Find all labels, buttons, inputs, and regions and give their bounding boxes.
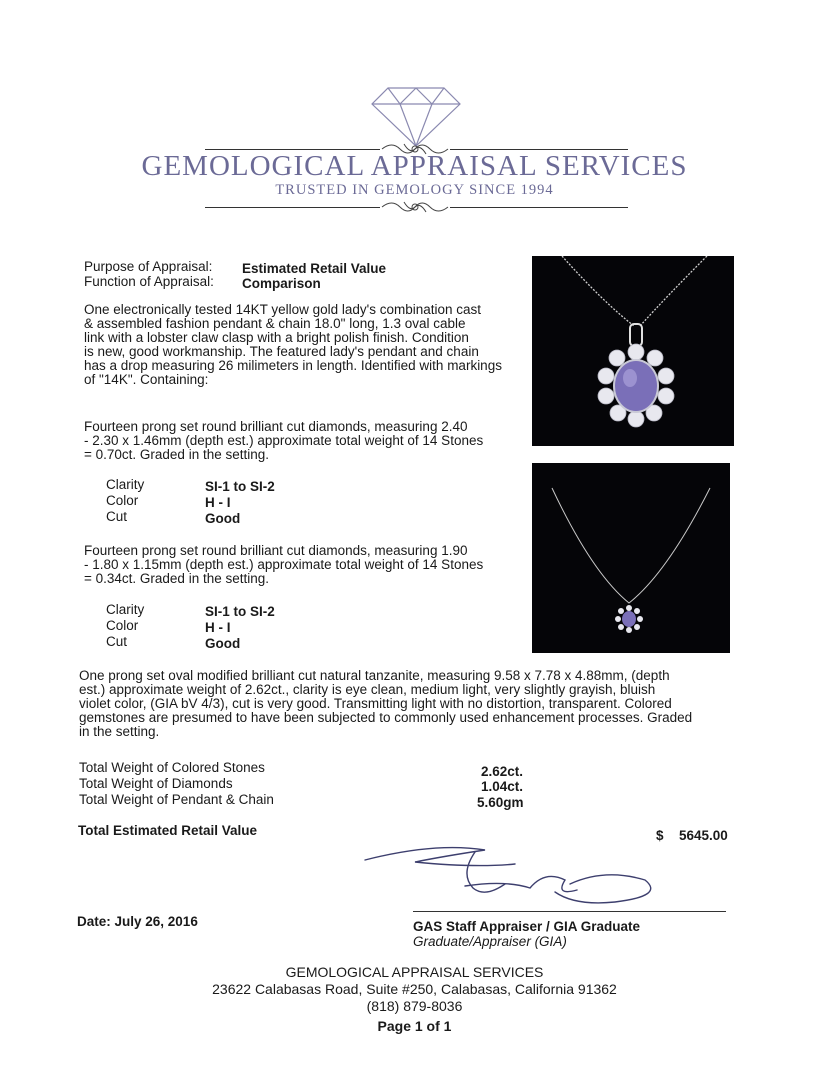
total-diamonds-label: Total Weight of Diamonds: [79, 776, 233, 791]
total-diamonds-value: 1.04ct.: [481, 779, 524, 794]
diamonds-2-color-label: Color: [106, 618, 139, 633]
tanzanite-description: One prong set oval modified brilliant cut natural tanzanite, measuring 9.58 x 7.78 x 4.88mm, (depth est.) approximate weight of 2.62ct., clarity is eye clean, medium light, very slightly grayish, bluish violet color, (GIA bV 4/3), cut is very good. Transmitting light with no distortion, transparent. Colored gemstones are presumed to have been subjected to commonly used enhancement processes. Graded in the setting.: [79, 668, 693, 739]
footer-address: 23622 Calabasas Road, Suite #250, Calabasas, California 91362: [212, 981, 617, 997]
diamonds-1-cut-label: Cut: [106, 509, 128, 524]
appraiser-subtitle: Graduate/Appraiser (GIA): [413, 934, 567, 949]
diamond-logo-icon: [370, 84, 462, 148]
function-label: Function of Appraisal:: [84, 274, 214, 289]
scroll-ornament-icon: [380, 198, 450, 216]
diamonds-1-color-label: Color: [106, 493, 139, 508]
diamonds-2-color-value: H - I: [205, 620, 231, 635]
diamonds-2-cut-label: Cut: [106, 634, 128, 649]
total-colored-value: 2.62ct.: [481, 764, 524, 779]
pendant-closeup-photo: [532, 256, 734, 446]
appraisal-date: Date: July 26, 2016: [77, 914, 198, 929]
diamonds-1-description: Fourteen prong set round brilliant cut diamonds, measuring 2.40 - 2.30 x 1.46mm (depth est.) approximate total weight of 14 Stones = 0.70ct. Graded in the setting.: [84, 419, 484, 462]
total-colored-label: Total Weight of Colored Stones: [79, 760, 265, 775]
retail-label: Total Estimated Retail Value: [78, 823, 258, 838]
pendant-closeup-image: [532, 256, 734, 446]
diamonds-2-clarity-value: SI-1 to SI-2: [205, 604, 275, 619]
diamonds-2-clarity-label: Clarity: [106, 602, 145, 617]
company-tagline: TRUSTED IN GEMOLOGY SINCE 1994: [275, 182, 554, 198]
footer-phone: (818) 879-8036: [366, 998, 463, 1014]
item-description: One electronically tested 14KT yellow gold lady's combination cast & assembled fashion pendant & chain 18.0" long, 1.3 oval cable link with a lobster claw clasp with a bright polish finish. Condition is new, good workmanship. The featured lady's pendant and chain has a drop measuring 26 milimeters in length. Identified with markings of "14K". Containing:: [84, 302, 502, 387]
pendant-chain-photo: [532, 463, 730, 653]
header-rule-bottom: [205, 207, 380, 208]
diamonds-2-cut-value: Good: [205, 636, 241, 651]
signature-line: [413, 911, 726, 912]
retail-currency: $: [656, 828, 664, 843]
page-number: Page 1 of 1: [377, 1018, 452, 1034]
pendant-chain-image: [532, 463, 730, 653]
function-value: Comparison: [242, 276, 321, 291]
total-pendant-value: 5.60gm: [477, 795, 524, 810]
diamonds-1-color-value: H - I: [205, 495, 231, 510]
appraiser-signature: [355, 840, 665, 910]
header-rule-bottom-right: [450, 207, 628, 208]
footer-company: GEMOLOGICAL APPRAISAL SERVICES: [285, 964, 544, 980]
diamonds-1-clarity-value: SI-1 to SI-2: [205, 479, 275, 494]
diamonds-1-clarity-label: Clarity: [106, 477, 145, 492]
total-pendant-label: Total Weight of Pendant & Chain: [79, 792, 274, 807]
appraiser-title: GAS Staff Appraiser / GIA Graduate: [413, 919, 641, 934]
retail-amount: 5645.00: [679, 828, 728, 843]
diamonds-2-description: Fourteen prong set round brilliant cut diamonds, measuring 1.90 - 1.80 x 1.15mm (depth est.) approximate total weight of 14 Stones = 0.34ct. Graded in the setting.: [84, 543, 484, 586]
purpose-label: Purpose of Appraisal:: [84, 259, 213, 274]
purpose-value: Estimated Retail Value: [242, 261, 387, 276]
company-name: GEMOLOGICAL APPRAISAL SERVICES: [141, 150, 688, 182]
diamonds-1-cut-value: Good: [205, 511, 241, 526]
